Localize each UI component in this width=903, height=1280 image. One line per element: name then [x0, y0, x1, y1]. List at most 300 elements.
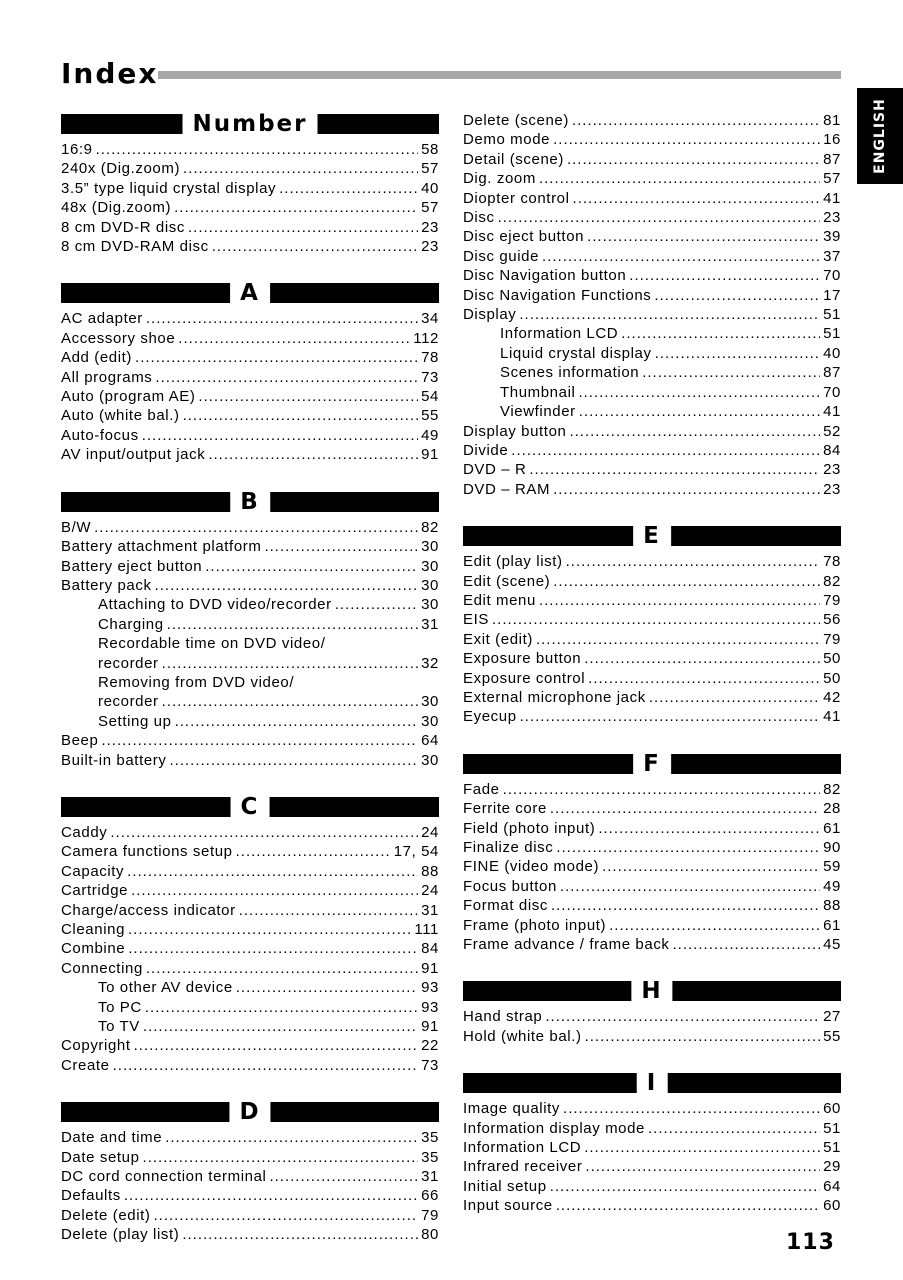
language-tab [857, 88, 903, 184]
entry-page: 30 [421, 557, 439, 575]
dot-leader [553, 572, 820, 591]
index-entry [463, 780, 841, 799]
index-entry [61, 1056, 439, 1075]
entry-term: Infrared receiver [463, 1158, 583, 1176]
entry-term: Exposure button [463, 650, 582, 668]
dot-leader [101, 731, 418, 750]
dot-leader [498, 208, 821, 227]
dot-leader [550, 799, 820, 818]
entry-term: Charge/access indicator [61, 901, 236, 919]
entry-term: Display button [463, 422, 567, 440]
entry-term: Recordable time on DVD video/ [98, 635, 326, 653]
dot-leader [560, 877, 820, 896]
entry-term: Initial setup [463, 1177, 547, 1195]
dot-leader [96, 140, 419, 159]
dot-leader [94, 518, 418, 537]
dot-leader [602, 857, 820, 876]
index-entry [463, 1157, 841, 1176]
index-entry [463, 111, 841, 130]
index-entry [61, 1017, 439, 1036]
index-section [61, 794, 439, 1075]
index-entry [61, 634, 439, 653]
entry-page: 27 [823, 1008, 841, 1026]
entry-page: 32 [421, 654, 439, 672]
index-entry [61, 140, 439, 159]
index-entry [463, 819, 841, 838]
section-header [463, 1070, 841, 1096]
index-entry [61, 595, 439, 614]
entry-term: B/W [61, 518, 92, 536]
entry-page: 45 [823, 936, 841, 954]
index-entry [463, 460, 841, 479]
dot-leader [212, 237, 418, 256]
dot-leader [205, 557, 418, 576]
entry-term: Disc guide [463, 247, 540, 265]
dot-leader [578, 383, 820, 402]
entry-term: Delete (edit) [61, 1206, 151, 1224]
entry-page: 34 [421, 310, 439, 328]
entry-page: 23 [421, 218, 439, 236]
index-entry [463, 610, 841, 629]
dot-leader [183, 406, 419, 425]
entry-page: 78 [421, 349, 439, 367]
entry-term: 240x (Dig.zoom) [61, 160, 181, 178]
index-entry [61, 998, 439, 1017]
index-section [463, 978, 841, 1046]
index-entry [61, 901, 439, 920]
entry-term: Attaching to DVD video/recorder [98, 596, 332, 614]
dot-leader [182, 1225, 418, 1244]
index-entry [61, 445, 439, 464]
entry-term: AC adapter [61, 310, 143, 328]
entry-page: 60 [823, 1100, 841, 1118]
entry-term: Auto (program AE) [61, 388, 196, 406]
index-entry [463, 227, 841, 246]
dot-leader [572, 111, 820, 130]
dot-leader [567, 150, 820, 169]
dot-leader [183, 159, 418, 178]
entry-page: 82 [421, 518, 439, 536]
dot-leader [236, 978, 418, 997]
entry-page: 58 [421, 141, 439, 158]
entry-page: 49 [823, 877, 841, 895]
index-section [61, 1099, 439, 1244]
dot-leader [178, 329, 410, 348]
index-entry [61, 218, 439, 237]
entry-page: 30 [421, 576, 439, 594]
dot-leader [654, 286, 820, 305]
dot-leader [236, 842, 391, 861]
entry-term: Edit menu [463, 591, 536, 609]
dot-leader [550, 1177, 820, 1196]
entry-page: 91 [421, 446, 439, 464]
index-entry [463, 688, 841, 707]
dot-leader [584, 1138, 820, 1157]
entry-page: 30 [421, 538, 439, 556]
entry-page: 70 [823, 383, 841, 401]
dot-leader [162, 692, 418, 711]
index-entry [463, 799, 841, 818]
entry-term: Disc Navigation button [463, 267, 627, 285]
entry-term: 48x (Dig.zoom) [61, 199, 172, 217]
entry-page: 82 [823, 780, 841, 798]
index-entry [61, 712, 439, 731]
entry-page: 51 [823, 306, 841, 324]
index-entry [463, 1196, 841, 1215]
index-section [61, 111, 439, 256]
dot-leader [621, 324, 820, 343]
entry-page: 31 [421, 615, 439, 633]
dot-leader [542, 247, 820, 266]
entry-term: Removing from DVD video/ [98, 673, 295, 691]
dot-leader [566, 552, 820, 571]
entry-page: 59 [823, 858, 841, 876]
entry-term: Scenes information [500, 364, 640, 382]
dot-leader [142, 426, 418, 445]
dot-leader [208, 445, 418, 464]
index-section [463, 111, 841, 499]
index-entry [61, 1206, 439, 1225]
section-heading: C [231, 794, 270, 820]
entry-page: 30 [421, 712, 439, 730]
entry-page: 73 [421, 1056, 439, 1074]
dot-leader [128, 939, 418, 958]
entry-page: 23 [421, 238, 439, 256]
index-section [463, 751, 841, 955]
entry-page: 87 [823, 150, 841, 168]
dot-leader [135, 348, 418, 367]
index-entry [61, 518, 439, 537]
title-rule [158, 71, 841, 79]
section-header [61, 794, 439, 820]
entry-term: Exposure control [463, 669, 586, 687]
language-tab-label: ENGLISH [872, 98, 888, 174]
entry-page: 24 [421, 823, 439, 841]
entry-term: Capacity [61, 862, 125, 880]
entry-term: Eyecup [463, 708, 517, 726]
entry-term: Battery attachment platform [61, 538, 262, 556]
entry-page: 61 [823, 819, 841, 837]
section-heading: I [637, 1070, 668, 1096]
index-entry [61, 731, 439, 750]
index-entry [463, 344, 841, 363]
entry-term: Beep [61, 732, 99, 750]
index-entry [463, 572, 841, 591]
index-entry [463, 669, 841, 688]
section-header [463, 751, 841, 777]
dot-leader [188, 218, 418, 237]
dot-leader [239, 901, 418, 920]
index-entry [463, 552, 841, 571]
dot-leader [520, 707, 820, 726]
entry-term: Caddy [61, 823, 108, 841]
entry-page: 16 [823, 131, 841, 149]
entry-page: 54 [421, 388, 439, 406]
index-entry [463, 1119, 841, 1138]
entry-term: Edit (play list) [463, 553, 563, 571]
section-header [61, 111, 439, 137]
entry-term: Hand strap [463, 1008, 543, 1026]
dot-leader [269, 1167, 418, 1186]
dot-leader [588, 669, 820, 688]
dot-leader [155, 576, 419, 595]
dot-leader [655, 344, 821, 363]
dot-leader [579, 402, 820, 421]
entry-page: 41 [823, 189, 841, 207]
page-title: Index [61, 57, 159, 90]
index-entry [463, 383, 841, 402]
index-entry [61, 939, 439, 958]
entry-page: 55 [823, 1027, 841, 1045]
index-entry [61, 823, 439, 842]
entry-term: Thumbnail [500, 383, 576, 401]
entry-term: Defaults [61, 1187, 121, 1205]
entry-term: Information display mode [463, 1119, 645, 1137]
index-entry [463, 247, 841, 266]
entry-term: To TV [98, 1018, 140, 1036]
entry-page: 84 [823, 441, 841, 459]
entry-page: 57 [823, 170, 841, 188]
entry-term: Input source [463, 1197, 553, 1215]
entry-term: Delete (scene) [463, 112, 569, 129]
entry-term: Fade [463, 780, 500, 798]
index-entry [61, 179, 439, 198]
index-entry [61, 881, 439, 900]
dot-leader [569, 422, 820, 441]
dot-leader [553, 130, 820, 149]
entry-page: 22 [421, 1037, 439, 1055]
dot-leader [551, 896, 820, 915]
index-column-left [61, 111, 439, 1269]
entry-term: Disc eject button [463, 228, 585, 246]
index-entry [463, 707, 841, 726]
entry-page: 28 [823, 800, 841, 818]
index-entry [61, 1036, 439, 1055]
section-header [61, 489, 439, 515]
index-entry [463, 838, 841, 857]
index-entry [463, 305, 841, 324]
dot-leader [131, 881, 418, 900]
index-entry [61, 329, 439, 348]
entry-term: Viewfinder [500, 403, 576, 421]
entry-term: Format disc [463, 897, 548, 915]
index-entry [463, 266, 841, 285]
index-entry [61, 751, 439, 770]
entry-term: Display [463, 306, 517, 324]
entry-term: Detail (scene) [463, 150, 564, 168]
entry-page: 91 [421, 1018, 439, 1036]
entry-term: Frame (photo input) [463, 916, 607, 934]
entry-term: Field (photo input) [463, 819, 596, 837]
entry-page: 37 [823, 247, 841, 265]
entry-term: recorder [98, 693, 159, 711]
index-entry [61, 1128, 439, 1147]
entry-term: Setting up [98, 712, 172, 730]
page-number: 113 [786, 1230, 835, 1255]
entry-page: 52 [823, 422, 841, 440]
entry-page: 51 [823, 1139, 841, 1157]
entry-term: recorder [98, 654, 159, 672]
entry-page: 35 [421, 1129, 439, 1147]
entry-term: Diopter control [463, 189, 570, 207]
entry-page: 82 [823, 572, 841, 590]
entry-page: 31 [421, 1168, 439, 1186]
section-heading: B [230, 489, 270, 515]
index-entry [463, 480, 841, 499]
index-entry [61, 862, 439, 881]
entry-term: External microphone jack [463, 688, 646, 706]
entry-page: 30 [421, 596, 439, 614]
entry-term: Delete (play list) [61, 1226, 180, 1244]
entry-page: 31 [421, 901, 439, 919]
entry-page: 87 [823, 364, 841, 382]
index-entry [61, 406, 439, 425]
section-header [61, 280, 439, 306]
dot-leader [539, 169, 820, 188]
dot-leader [545, 1007, 820, 1026]
index-entry [61, 920, 439, 939]
index-entry [463, 422, 841, 441]
entry-page: 70 [823, 267, 841, 285]
index-entry [61, 576, 439, 595]
index-section [61, 280, 439, 464]
entry-page: 80 [421, 1226, 439, 1244]
dot-leader [539, 591, 820, 610]
entry-term: Information LCD [463, 1139, 582, 1157]
entry-term: Liquid crystal display [500, 344, 652, 362]
section-header [463, 978, 841, 1004]
entry-term: Battery pack [61, 576, 152, 594]
entry-page: 30 [421, 693, 439, 711]
dot-leader [143, 1017, 418, 1036]
index-entry [61, 159, 439, 178]
entry-page: 51 [823, 325, 841, 343]
dot-leader [175, 712, 419, 731]
dot-leader [492, 610, 820, 629]
entry-term: Exit (edit) [463, 630, 533, 648]
dot-leader [598, 819, 820, 838]
entry-page: 66 [421, 1187, 439, 1205]
entry-page: 88 [823, 897, 841, 915]
dot-leader [642, 363, 820, 382]
index-entry [463, 896, 841, 915]
entry-term: Ferrite core [463, 800, 547, 818]
entry-page: 61 [823, 916, 841, 934]
entry-page: 50 [823, 669, 841, 687]
entry-term: Focus button [463, 877, 557, 895]
entry-page: 55 [421, 407, 439, 425]
dot-leader [143, 1148, 419, 1167]
entry-term: Divide [463, 441, 509, 459]
entry-page: 91 [421, 959, 439, 977]
entry-page: 17, 54 [393, 843, 439, 861]
entry-term: Demo mode [463, 131, 551, 149]
entry-term: Finalize disc [463, 839, 554, 856]
index-entry [61, 1148, 439, 1167]
dot-leader [536, 630, 820, 649]
entry-term: 16:9 [61, 141, 93, 158]
dot-leader [165, 1128, 418, 1147]
entry-page: 23 [823, 480, 841, 498]
dot-leader [154, 1206, 419, 1225]
dot-leader [585, 1157, 820, 1176]
section-header [463, 523, 841, 549]
entry-term: Disc Navigation Functions [463, 286, 652, 304]
index-entry [61, 537, 439, 556]
entry-page: 57 [421, 199, 439, 217]
index-entry [61, 387, 439, 406]
dot-leader [556, 838, 820, 857]
entry-term: DVD – RAM [463, 480, 551, 498]
entry-term: DVD – R [463, 461, 527, 479]
index-entry [463, 916, 841, 935]
dot-leader [573, 189, 821, 208]
section-heading: E [633, 523, 671, 549]
index-entry [463, 1138, 841, 1157]
section-heading: H [631, 978, 672, 1004]
index-entry [61, 842, 439, 861]
entry-term: Built-in battery [61, 751, 167, 769]
entry-page: 111 [414, 921, 439, 938]
index-entry [463, 169, 841, 188]
index-entry [61, 237, 439, 256]
index-entry [463, 591, 841, 610]
index-entry [61, 673, 439, 692]
entry-term: Edit (scene) [463, 572, 551, 590]
entry-page: 39 [823, 228, 841, 246]
index-entry [463, 877, 841, 896]
entry-page: 88 [421, 862, 439, 880]
index-section [463, 523, 841, 727]
index-section [463, 1070, 841, 1215]
index-entry [61, 309, 439, 328]
entry-page: 93 [421, 979, 439, 997]
index-entry [463, 286, 841, 305]
entry-term: Frame advance / frame back [463, 936, 670, 954]
index-entry [463, 857, 841, 876]
entry-term: Auto (white bal.) [61, 407, 180, 425]
index-entry [61, 692, 439, 711]
entry-page: 79 [823, 630, 841, 648]
index-entry [463, 324, 841, 343]
entry-term: Battery eject button [61, 557, 203, 575]
dot-leader [127, 862, 418, 881]
dot-leader [128, 920, 411, 939]
dot-leader [511, 441, 820, 460]
entry-term: AV input/output jack [61, 446, 206, 464]
entry-term: Add (edit) [61, 349, 133, 367]
index-entry [463, 189, 841, 208]
dot-leader [167, 615, 418, 634]
index-entry [463, 150, 841, 169]
index-entry [463, 935, 841, 954]
entry-page: 51 [823, 1119, 841, 1137]
dot-leader [169, 751, 418, 770]
entry-page: 84 [421, 940, 439, 958]
dot-leader [519, 305, 820, 324]
entry-term: Copyright [61, 1037, 131, 1055]
dot-leader [529, 460, 820, 479]
entry-page: 41 [823, 708, 841, 726]
dot-leader [563, 1099, 820, 1118]
entry-term: Auto-focus [61, 426, 139, 444]
index-entry [61, 959, 439, 978]
entry-term: Charging [98, 615, 164, 633]
index-entry [463, 1007, 841, 1026]
dot-leader [162, 654, 418, 673]
entry-term: Information LCD [500, 325, 619, 343]
dot-leader [587, 227, 820, 246]
